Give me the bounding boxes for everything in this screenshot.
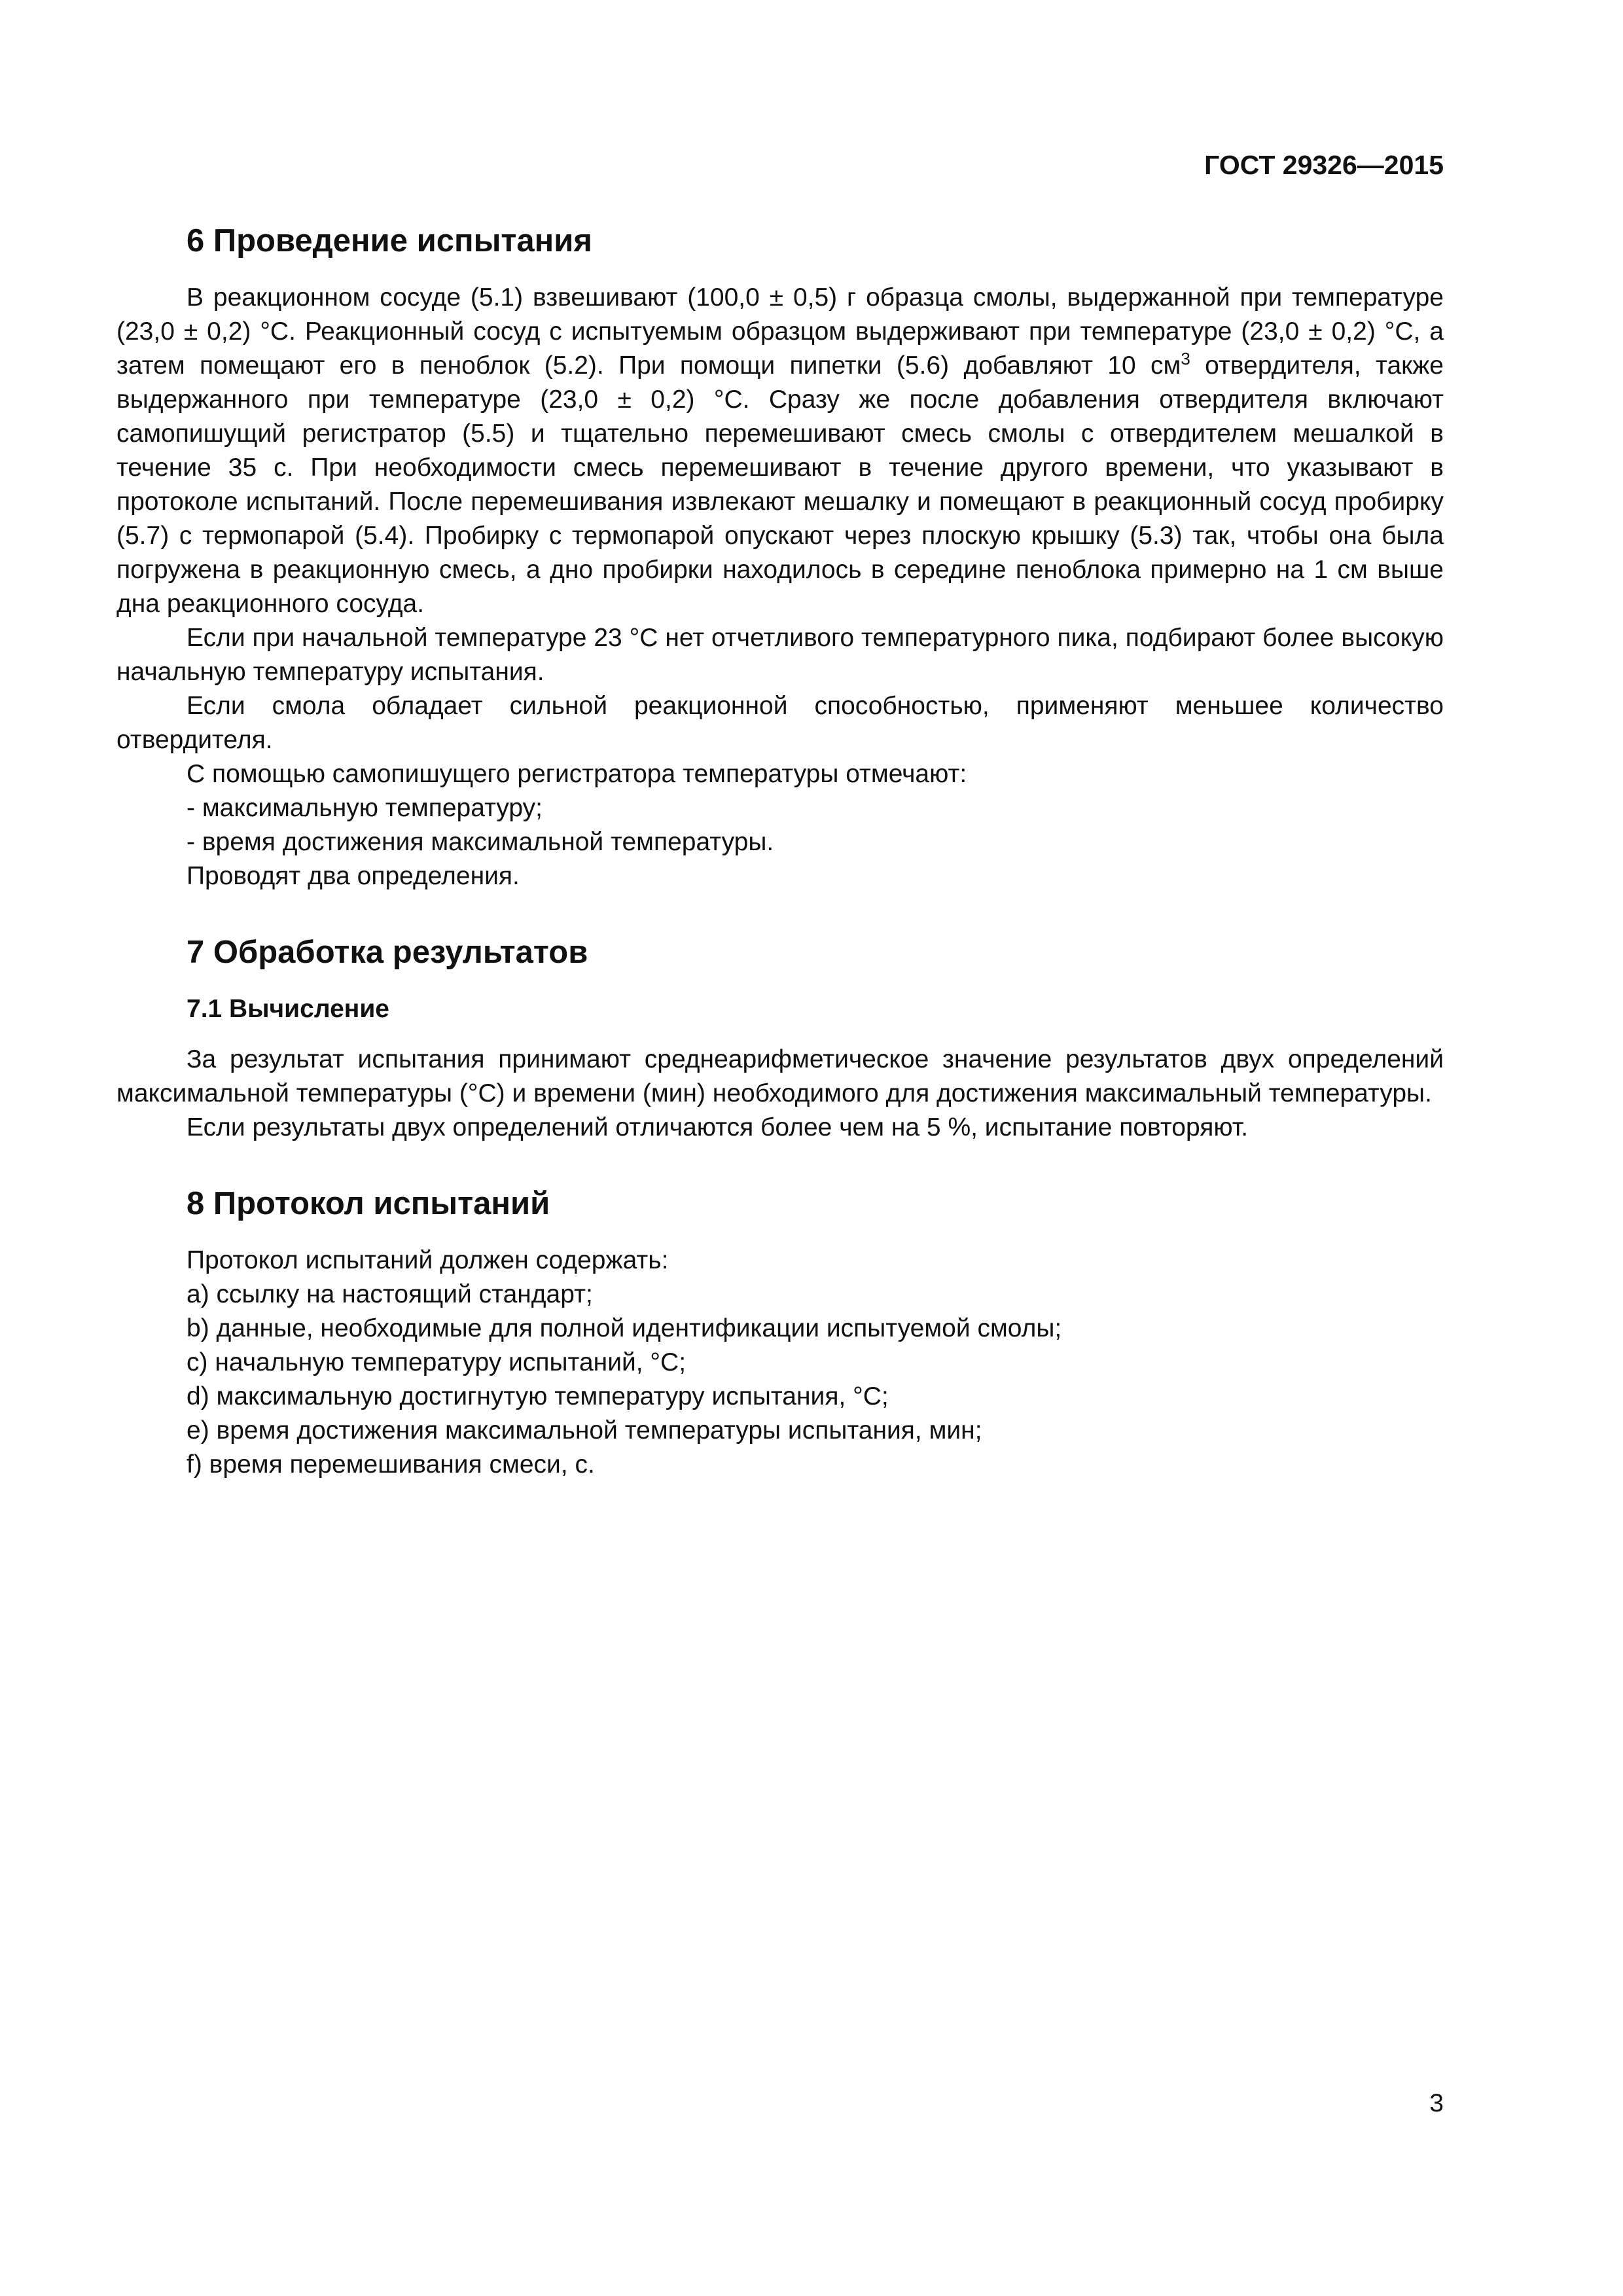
list-item: c) начальную температуру испытаний, °С; [187, 1348, 687, 1377]
page-content [116, 221, 1444, 1482]
section-6-paragraph-4: С помощью самопишущего регистратора температуры отмечают: [187, 760, 967, 789]
list-item: b) данные, необходимые для полной идентификации испытуемой смолы; [187, 1314, 1062, 1343]
page-number: 3 [1429, 2089, 1444, 2117]
paragraph-text: отвердителя, также выдержанного при температуре (23,0 ± 0,2) °С. Сразу же после добавления отвердителя включают самопишущий регистратор (5.5) и тщательно перемешивают смесь смолы с отвердителем мешалкой в течение 35 с. При необходимости смесь перемешивают в течение другого времени, что указывают в протоколе испытаний. После перемешивания извлекают мешалку и помещают в реакционный сосуд пробирку (5.7) с термопарой (5.4). Пробирку с термопарой опускают через плоскую крышку (5.3) так, чтобы она была погружена в реакционную смесь, а дно пробирки находилось в середине пеноблока примерно на 1 см выше дна реакционного сосуда. [116, 351, 1444, 619]
standard-code: ГОСТ 29326—2015 [1204, 150, 1444, 180]
list-item: f) время перемешивания смеси, с. [187, 1450, 595, 1479]
paragraph-text: В реакционном сосуде (5.1) взвешивают (100,0 ± 0,5) г образца смолы, выдержанной при температуре (23,0 ± 0,2) °С. Реакционный сосуд с испытуемым образцом выдерживают при температуре (23,0 ± 0,2) °С, а затем помещают его в пеноблок (5.2). При помощи пипетки (5.6) добавляют 10 см [116, 283, 1444, 380]
section-6-paragraph-1 [116, 281, 1444, 621]
section-6-paragraph-3: Если смола обладает сильной реакционной способностью, применяют меньшее количество отвердителя. [116, 692, 1444, 755]
section-7-paragraph-2: Если результаты двух определений отличаются более чем на 5 %, испытание повторяют. [187, 1113, 1249, 1142]
superscript: 3 [1181, 349, 1190, 369]
list-item: - время достижения максимальной температуры. [187, 828, 774, 857]
list-item: d) максимальную достигнутую температуру испытания, °С; [187, 1382, 889, 1411]
subsection-7-1-heading: 7.1 Вычисление [187, 994, 390, 1023]
list-item: a) ссылку на настоящий стандарт; [187, 1280, 593, 1309]
list-item: e) время достижения максимальной температуры испытания, мин; [187, 1416, 982, 1445]
section-8-heading: 8 Протокол испытаний [187, 1186, 550, 1222]
section-6-heading: 6 Проведение испытания [187, 223, 592, 259]
section-7-paragraph-1: За результат испытания принимают среднеарифметическое значение результатов двух определений максимальной температуры (°С) и времени (мин) необходимого для достижения максимальный температуры. [116, 1045, 1444, 1108]
section-6-paragraph-2: Если при начальной температуре 23 °С нет отчетливого температурного пика, подбирают более высокую начальную температуру испытания. [116, 624, 1444, 687]
section-7-heading: 7 Обработка результатов [187, 935, 588, 971]
section-6-paragraph-5: Проводят два определения. [187, 862, 520, 891]
list-item: - максимальную температуру; [187, 794, 543, 823]
section-8-intro: Протокол испытаний должен содержать: [187, 1246, 669, 1275]
